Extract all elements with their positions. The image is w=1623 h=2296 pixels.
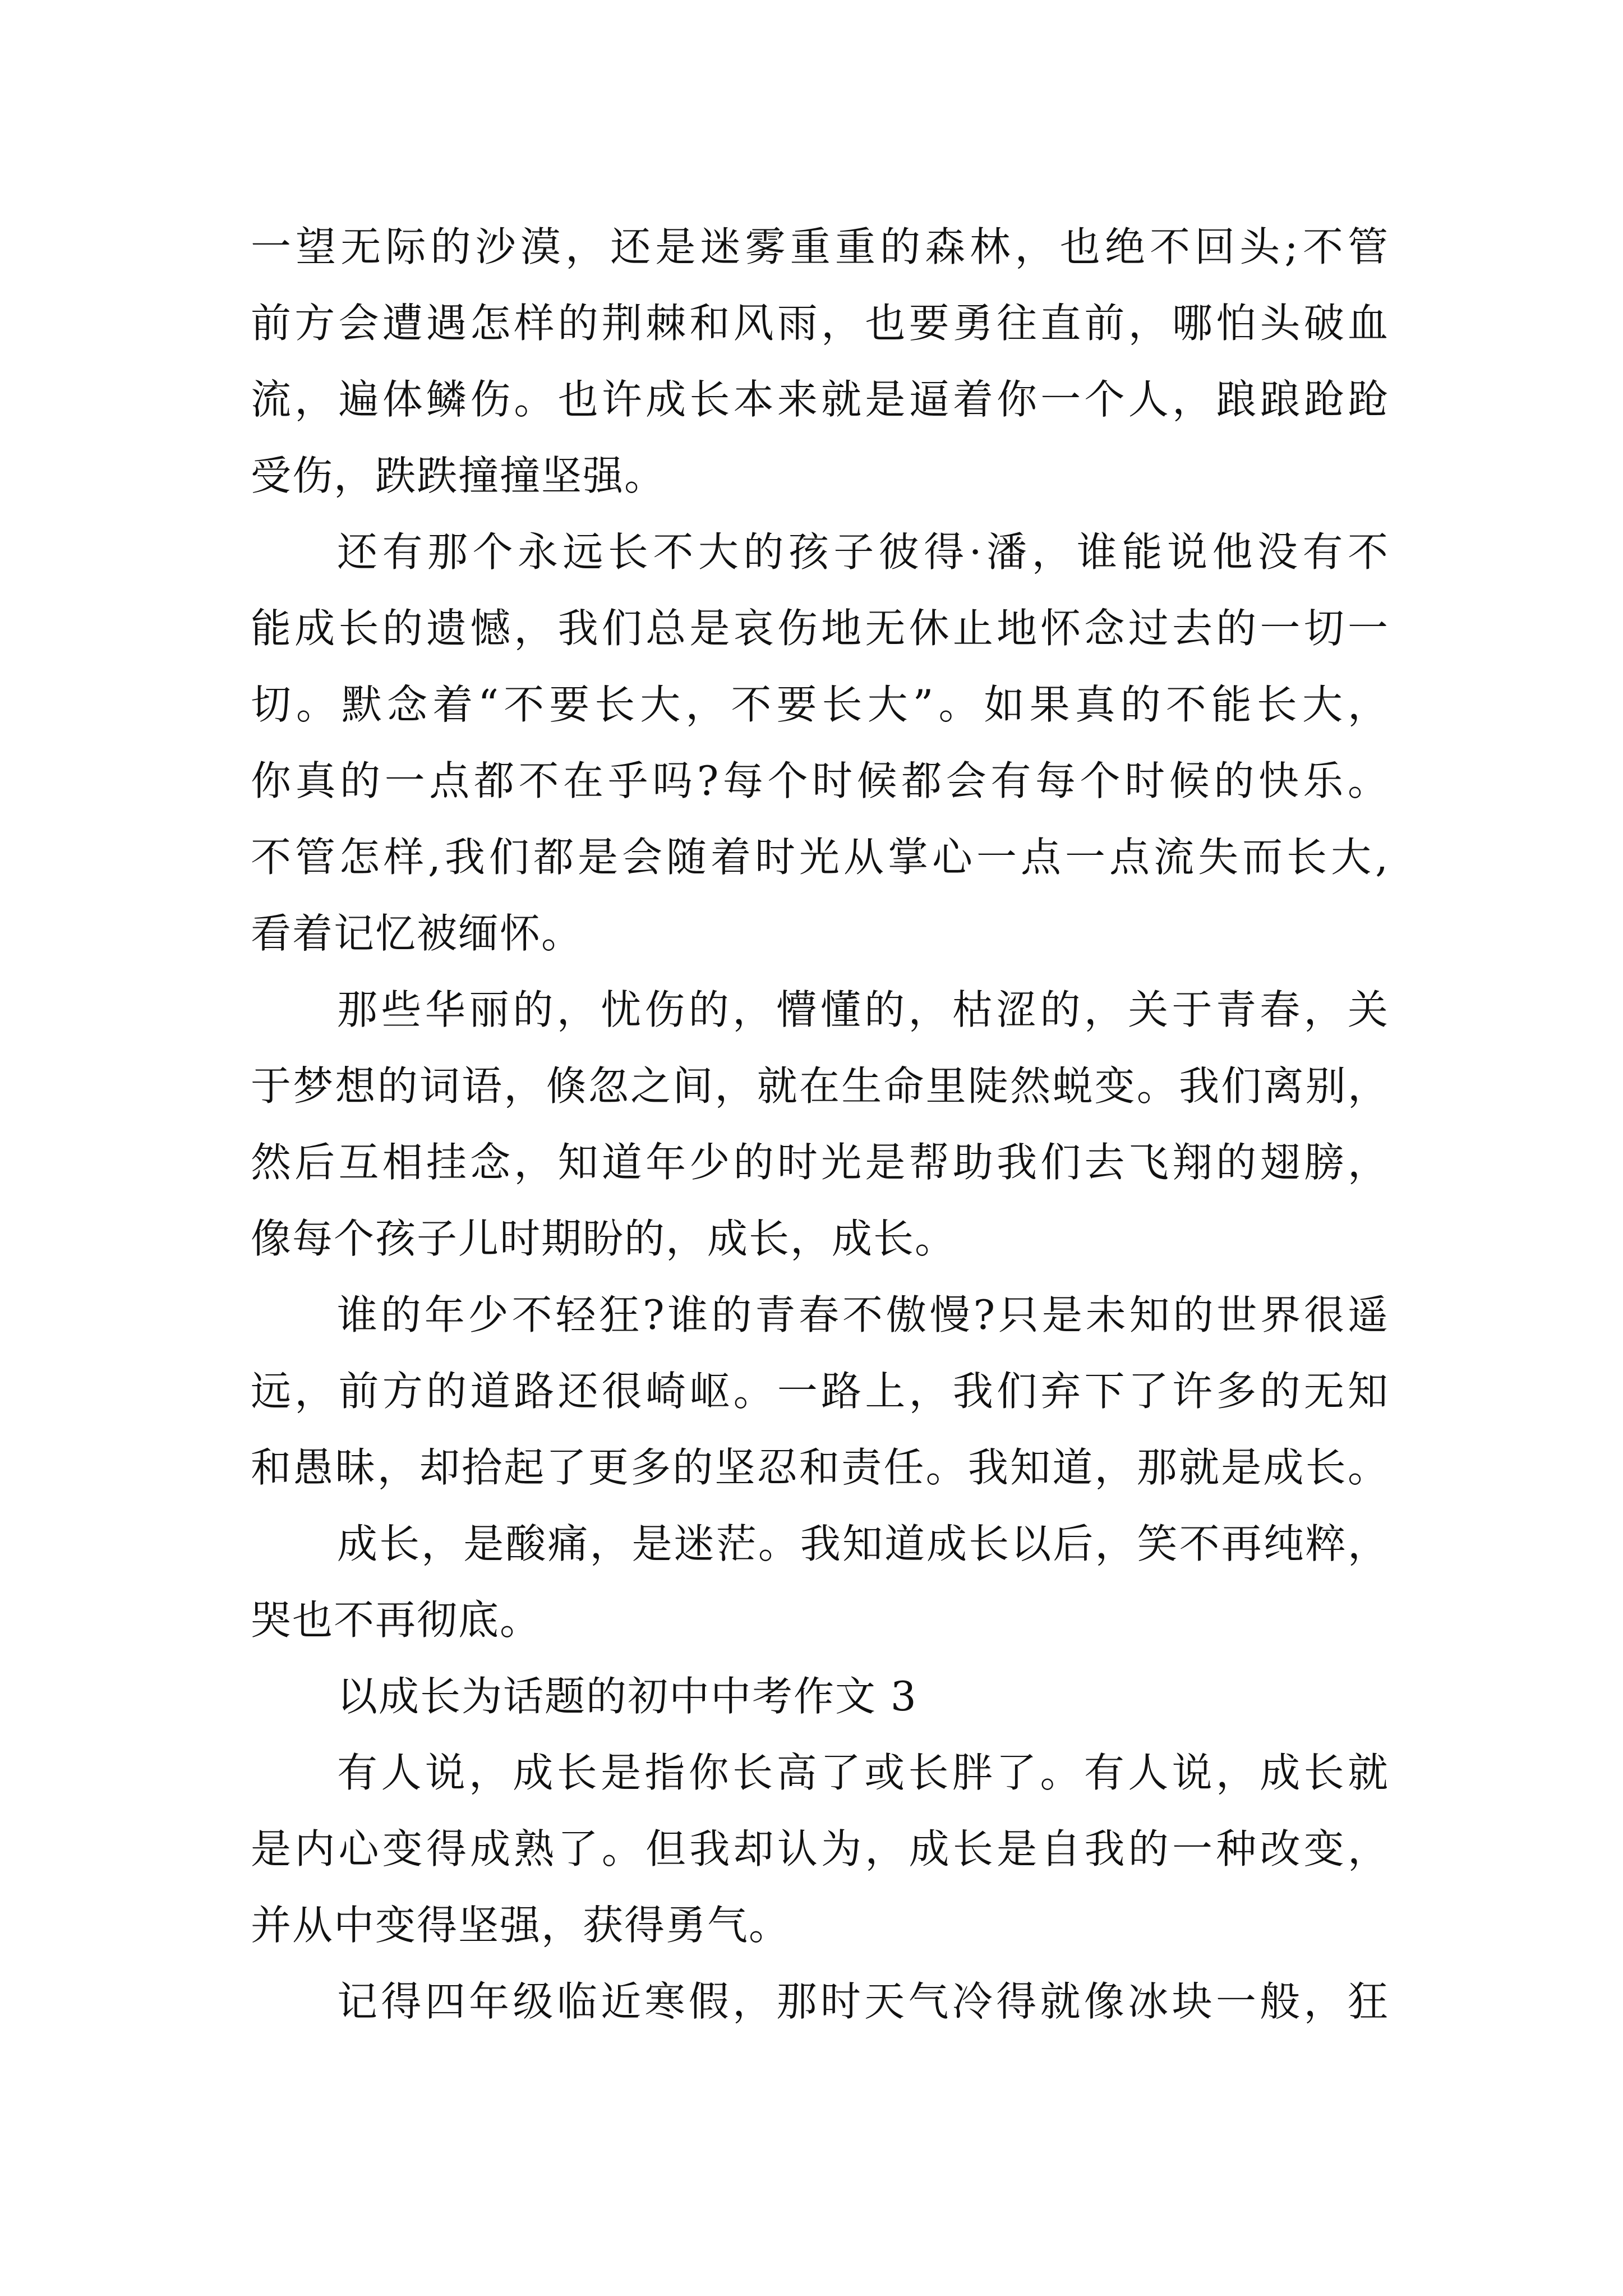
text-line: 于梦想的词语，倏忽之间，就在生命里陡然蜕变。我们离别， (251, 1062, 1389, 1110)
text-line: 记得四年级临近寒假，那时天气冷得就像冰块一般，狂 (337, 1978, 1389, 2025)
text-line: 远，前方的道路还很崎岖。一路上，我们弃下了许多的无知 (251, 1368, 1389, 1415)
text-line: 能成长的遗憾，我们总是哀伤地无休止地怀念过去的一切一 (251, 605, 1389, 652)
text-line: 是内心变得成熟了。但我却认为，成长是自我的一种改变， (251, 1825, 1389, 1872)
text-line: 然后互相挂念，知道年少的时光是帮助我们去飞翔的翅膀， (251, 1139, 1389, 1186)
text-line: 前方会遭遇怎样的荆棘和风雨，也要勇往直前，哪怕头破血 (251, 300, 1389, 347)
text-line: 流，遍体鳞伤。也许成长本来就是逼着你一个人，踉踉跄跄 (251, 376, 1389, 423)
section-heading: 以成长为话题的初中中考作文 3 (337, 1673, 917, 1720)
text-line: 一望无际的沙漠，还是迷雾重重的森林，也绝不回头;不管 (251, 223, 1389, 270)
text-line: 谁的年少不轻狂?谁的青春不傲慢?只是未知的世界很遥 (337, 1291, 1389, 1338)
text-line: 哭也不再彻底。 (251, 1596, 542, 1644)
text-line: 受伤，跌跌撞撞坚强。 (251, 452, 666, 499)
text-line: 你真的一点都不在乎吗?每个时候都会有每个时候的快乐。 (251, 757, 1389, 804)
text-line: 和愚昧，却拾起了更多的坚忍和责任。我知道，那就是成长。 (251, 1444, 1389, 1491)
text-line: 切。默念着“不要长大，不要长大”。如果真的不能长大， (251, 681, 1389, 728)
text-line: 那些华丽的，忧伤的，懵懂的，枯涩的，关于青春，关 (337, 986, 1389, 1033)
text-line: 有人说，成长是指你长高了或长胖了。有人说，成长就 (337, 1749, 1389, 1796)
text-line: 成长，是酸痛，是迷茫。我知道成长以后，笑不再纯粹， (337, 1520, 1389, 1567)
text-line: 还有那个永远长不大的孩子彼得·潘，谁能说他没有不 (337, 528, 1389, 576)
text-line: 并从中变得坚强，获得勇气。 (251, 1902, 791, 1949)
text-line: 像每个孩子儿时期盼的，成长，成长。 (251, 1215, 957, 1262)
text-line: 不管怎样,我们都是会随着时光从掌心一点一点流失而长大, (251, 834, 1389, 881)
text-line: 看着记忆被缅怀。 (251, 910, 583, 957)
